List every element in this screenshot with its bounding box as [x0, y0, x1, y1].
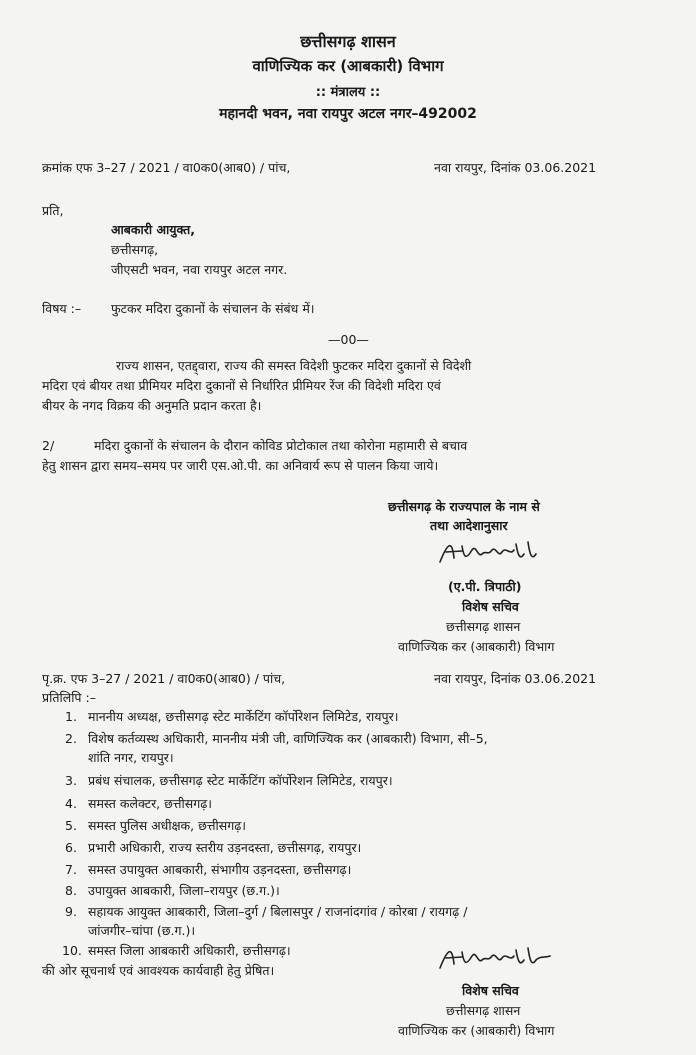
copy-number: 2.: [65, 731, 77, 746]
signatory2-org2: वाणिज्यिक कर (आबकारी) विभाग: [398, 1023, 555, 1038]
endorsement-number: पृ.क्र. एफ 3–27 / 2021 / वा0क0(आब0) / पांच,: [42, 671, 286, 686]
copy-item: प्रभारी अधिकारी, राज्य स्तरीय उड़नदस्ता, छत्तीसगढ़, रायपुर।: [88, 840, 362, 855]
copy-item: समस्त उपायुक्त आबकारी, संभागीय उड़नदस्ता, छत्तीसगढ़।: [88, 862, 352, 877]
copy-number: 4.: [65, 796, 77, 811]
copy-number: 3.: [65, 773, 77, 788]
to-label: प्रति,: [42, 203, 64, 218]
header-government: छत्तीसगढ़ शासन: [300, 32, 396, 51]
para2-line2: हेतु शासन द्वारा समय–समय पर जारी एस.ओ.पी. का अनिवार्य रूप से पालन किया जाये।: [42, 458, 439, 473]
order-line2: तथा आदेशानुसार: [430, 518, 508, 533]
copy-number: 8.: [65, 883, 77, 898]
copy-item: उपायुक्त आबकारी, जिला–रायपुर (छ.ग.)।: [88, 883, 280, 898]
separator: —00—: [328, 332, 369, 347]
para2-line1: मदिरा दुकानों के संचालन के दौरान कोविड प्रोटोकाल तथा कोरोना महामारी से बचाव: [94, 438, 468, 453]
para1-line2: मदिरा एवं बीयर तथा प्रीमियर मदिरा दुकानों से निर्धारित प्रीमियर रेंज की विदेशी मदिरा एवं: [42, 378, 441, 393]
signatory-org1: छत्तीसगढ़ शासन: [446, 619, 521, 634]
addressee-name: आबकारी आयुक्त,: [111, 222, 196, 237]
signatory2-title: विशेष सचिव: [462, 983, 519, 998]
copy-number: 9.: [65, 904, 77, 919]
copy-number: 1.: [65, 709, 77, 724]
copy-item: विशेष कर्तव्यस्थ अधिकारी, माननीय मंत्री जी, वाणिज्यिक कर (आबकारी) विभाग, सी–5,: [88, 731, 488, 746]
copy-item: समस्त पुलिस अधीक्षक, छत्तीसगढ़।: [88, 818, 247, 833]
copy-item: सहायक आयुक्त आबकारी, जिला–दुर्ग / बिलासपुर / राजनांदगांव / कोरबा / रायगढ़ /: [88, 904, 468, 919]
header-address: महानदी भवन, नवा रायपुर अटल नगर–492002: [219, 106, 477, 122]
order-line1: छत्तीसगढ़ के राज्यपाल के नाम से: [388, 499, 540, 514]
header-ministry: :: मंत्रालय ::: [315, 85, 381, 100]
signatory2-org1: छत्तीसगढ़ शासन: [446, 1003, 521, 1018]
handwritten-signature-2: [436, 942, 556, 976]
reference-number: क्रमांक एफ 3–27 / 2021 / वा0क0(आब0) / पांच,: [42, 160, 291, 175]
signatory-title: विशेष सचिव: [462, 599, 519, 614]
signatory-name: (ए.पी. त्रिपाठी): [448, 579, 522, 594]
endorsement-date: नवा रायपुर, दिनांक 03.06.2021: [434, 671, 597, 686]
addressee-address: जीएसटी भवन, नवा रायपुर अटल नगर.: [111, 262, 288, 277]
copy-number: 6.: [65, 840, 77, 855]
subject-label: विषय :–: [42, 301, 82, 316]
copy-number: 5.: [65, 818, 77, 833]
copy-number: 7.: [65, 862, 77, 877]
addressee-state: छत्तीसगढ़,: [111, 242, 159, 257]
copy-item: समस्त जिला आबकारी अधिकारी, छत्तीसगढ़।: [88, 943, 291, 958]
header-department: वाणिज्यिक कर (आबकारी) विभाग: [252, 57, 444, 75]
copy-item-continued: जांजगीर–चांपा (छ.ग.)।: [88, 923, 196, 938]
copy-number: 10.: [62, 943, 82, 958]
para1-line1: राज्य शासन, एतद्द्वारा, राज्य की समस्त विदेशी फुटकर मदिरा दुकानों से विदेशी: [116, 358, 472, 373]
copy-item: माननीय अध्यक्ष, छत्तीसगढ़ स्टेट मार्केटिंग कॉर्पोरेशन लिमिटेड, रायपुर।: [88, 709, 399, 724]
para1-line3: बीयर के नगद विक्रय की अनुमति प्रदान करता है।: [42, 398, 262, 413]
para2-number: 2/: [42, 438, 55, 453]
copy-label: प्रतिलिपि :–: [42, 690, 96, 705]
subject-text: फुटकर मदिरा दुकानों के संचालन के संबंध में।: [111, 301, 315, 316]
reference-date: नवा रायपुर, दिनांक 03.06.2021: [434, 160, 597, 175]
copy-item: समस्त कलेक्टर, छत्तीसगढ़।: [88, 796, 213, 811]
signatory-org2: वाणिज्यिक कर (आबकारी) विभाग: [398, 639, 555, 654]
copy-item: प्रबंध संचालक, छत्तीसगढ़ स्टेट मार्केटिंग कॉर्पोरेशन लिमिटेड, रायपुर।: [88, 773, 393, 788]
closing-note: की ओर सूचनार्थ एवं आवश्यक कार्यवाही हेतु प्रेषित।: [42, 963, 275, 978]
copy-item-continued: शांति नगर, रायपुर।: [88, 750, 174, 765]
handwritten-signature-1: [436, 536, 546, 570]
